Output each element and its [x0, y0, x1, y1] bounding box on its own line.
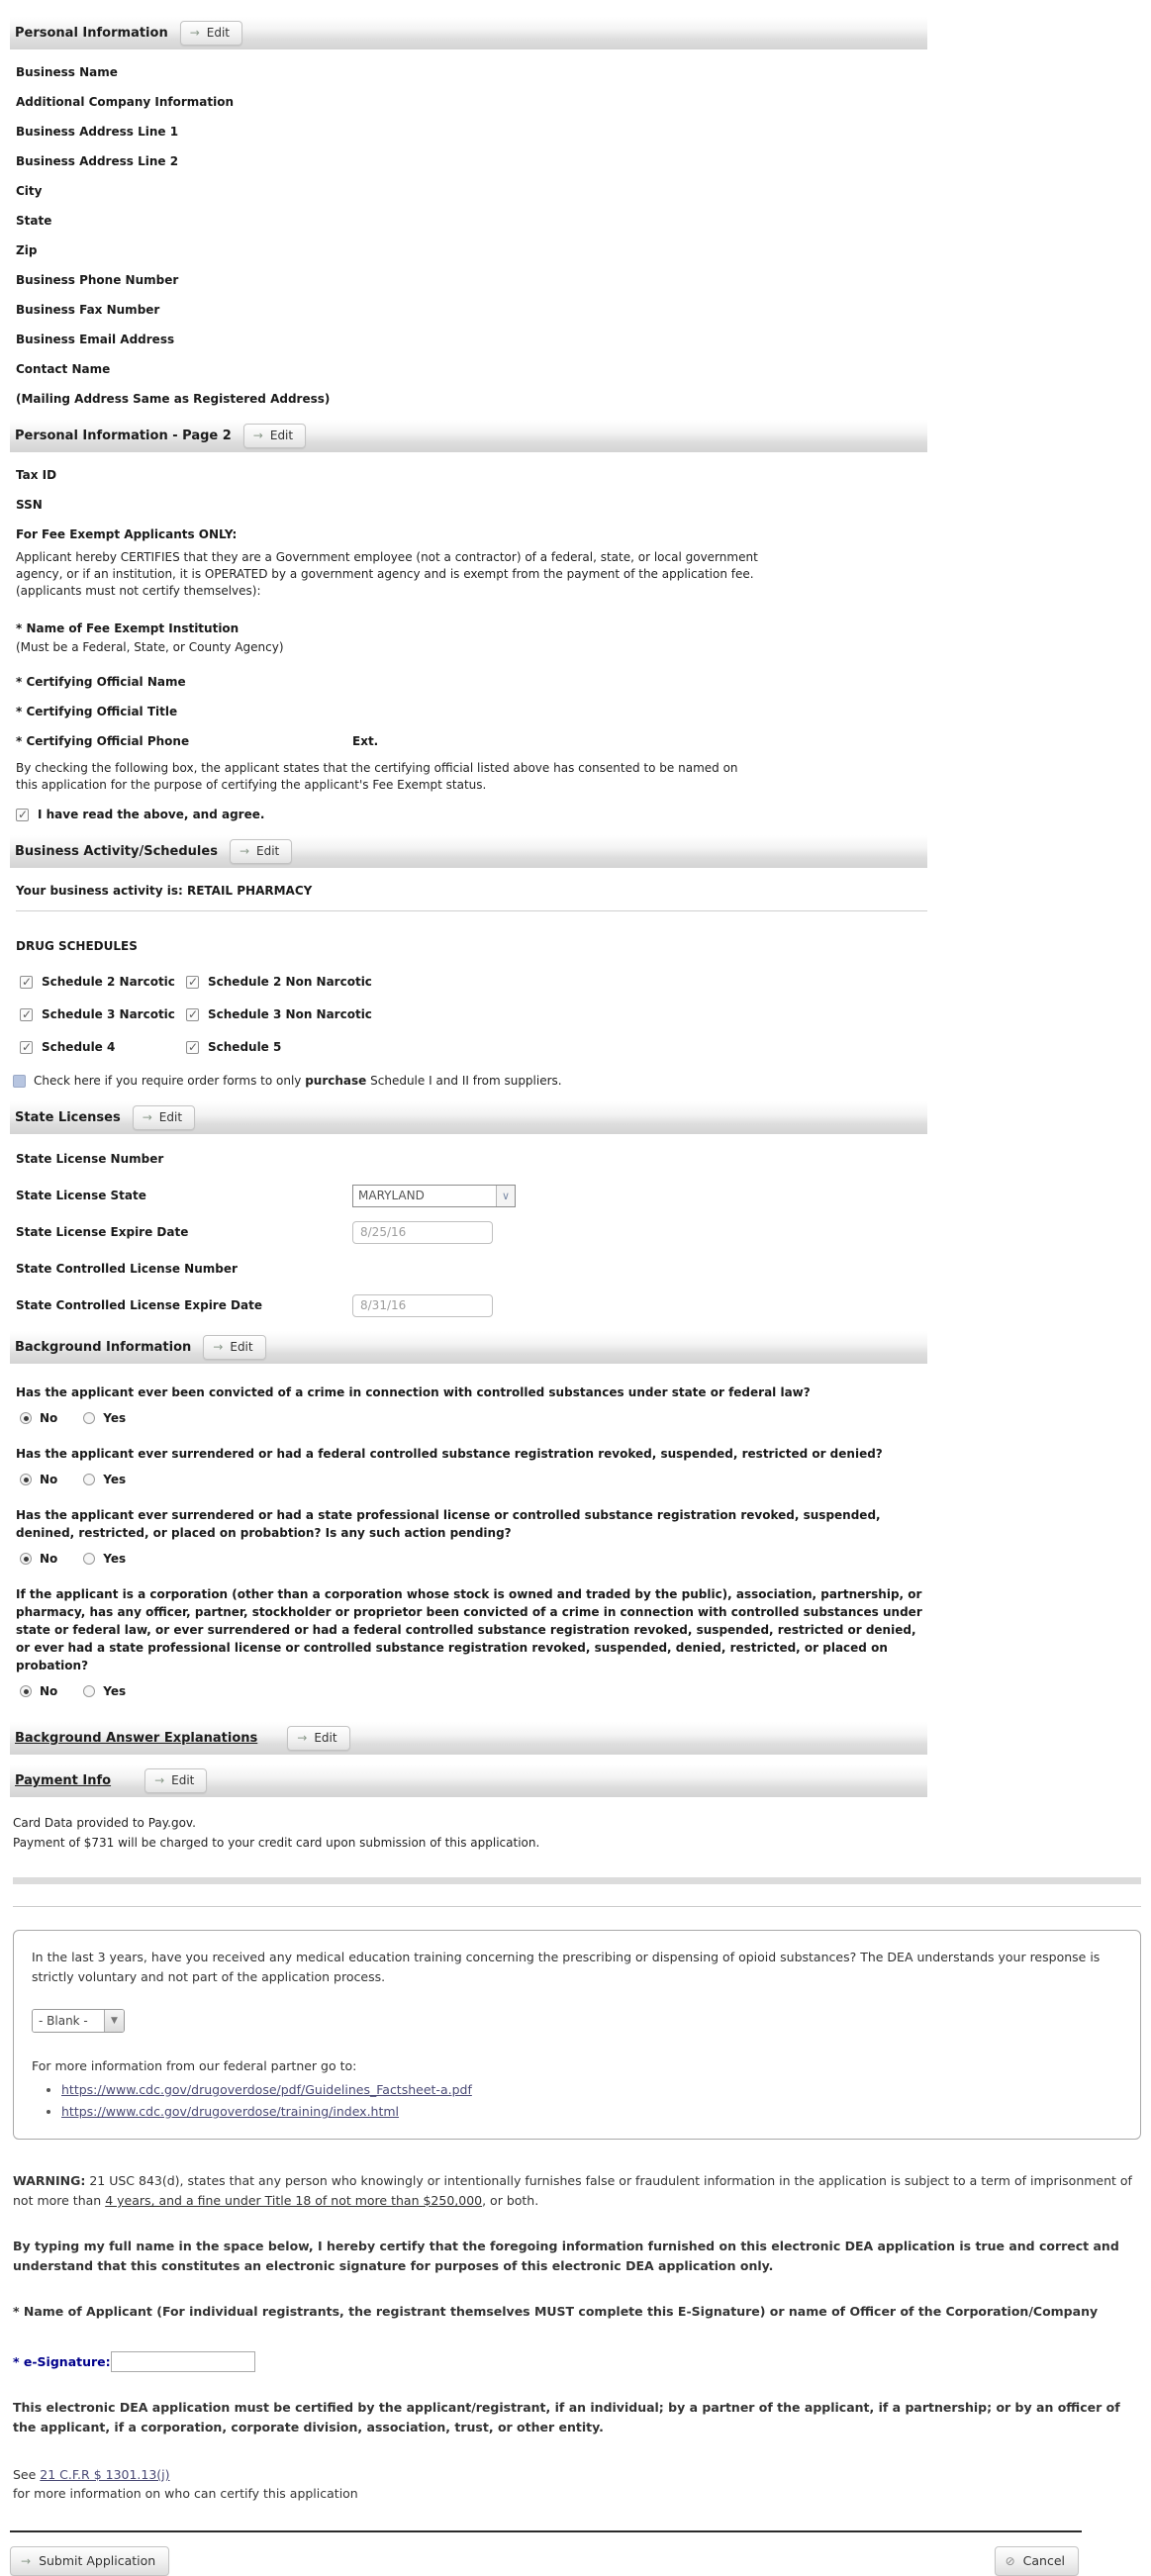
cdc-training-link[interactable]: https://www.cdc.gov/drugoverdose/training/index.html [61, 2104, 400, 2119]
schedule-checkbox-label: Schedule 2 Narcotic [42, 975, 175, 989]
label-fee-exempt-heading: For Fee Exempt Applicants ONLY: [16, 527, 238, 541]
label-certifying-official-name: * Certifying Official Name [16, 675, 186, 689]
question-3-no-radio[interactable] [20, 1553, 32, 1565]
edit-button-label: Edit [206, 26, 231, 40]
state-controlled-number-row [16, 1257, 927, 1281]
section-bar-business-activity [10, 835, 927, 868]
section-title-state-licenses: State Licenses [15, 1110, 121, 1125]
cfr-reference: See 21 C.F.R $ 1301.13(j) for more information on who can certify this application [13, 2467, 358, 2501]
label-business-name: Business Name [16, 65, 118, 79]
edit-arrow-icon: → [189, 26, 200, 40]
background-question-2: Has the applicant ever surrendered or had a federal controlled substance registration revoked, suspended, restricted or denied? [16, 1447, 883, 1461]
no-radio-label: No [40, 1552, 58, 1566]
section-title-business-activity: Business Activity/Schedules [15, 844, 218, 859]
label-certifying-official-phone: * Certifying Official Phone [16, 734, 190, 748]
state-license-state-select[interactable] [352, 1185, 516, 1207]
section-title-background-information: Background Information [15, 1340, 192, 1355]
agree-checkbox[interactable] [16, 809, 29, 821]
cancel-icon: ⊘ [1005, 2553, 1015, 2568]
edit-button-label: Edit [269, 429, 294, 442]
warning-label: WARNING: [13, 2173, 86, 2188]
label-zip: Zip [16, 243, 38, 257]
schedule-3-non-narcotic-checkbox[interactable] [186, 1008, 199, 1021]
edit-button-label: Edit [171, 1773, 195, 1787]
footer-divider-line [10, 2530, 1082, 2532]
label-state-license-expire: State License Expire Date [16, 1225, 189, 1239]
dropdown-arrow-icon[interactable]: ▼ [104, 2010, 124, 2032]
schedule-checkbox-label: Schedule 2 Non Narcotic [208, 975, 372, 989]
esignature-row [13, 2351, 1141, 2372]
personal-information-page2-edit-button[interactable] [243, 424, 306, 448]
schedule-4-checkbox[interactable] [20, 1041, 33, 1054]
section-title-personal-information: Personal Information [15, 26, 168, 41]
yes-radio-label: Yes [103, 1411, 127, 1425]
chevron-down-icon: ∨ [496, 1186, 515, 1206]
survey-answer-dropdown[interactable] [32, 2009, 125, 2033]
edit-arrow-icon: → [239, 844, 250, 858]
edit-arrow-icon: → [297, 1731, 308, 1745]
label-ssn: SSN [16, 498, 43, 512]
question-2-yes-radio[interactable] [83, 1474, 95, 1485]
schedule-2-non-narcotic-checkbox[interactable] [186, 976, 199, 989]
background-question-3: Has the applicant ever surrendered or had a state professional license or controlled substance registration revoked, suspended, denined, restricted, or placed on probabtion? Is any such action pending? [16, 1508, 881, 1540]
yes-radio-label: Yes [103, 1473, 127, 1486]
state-license-state-row [16, 1184, 927, 1207]
purchase-order-forms-label: Check here if you require order forms to only purchase Schedule I and II from suppliers. [34, 1074, 562, 1088]
label-tax-id: Tax ID [16, 468, 57, 482]
question-3-yes-radio[interactable] [83, 1553, 95, 1565]
label-certifying-official-title: * Certifying Official Title [16, 705, 178, 718]
schedule-checkbox-label: Schedule 3 Non Narcotic [208, 1007, 372, 1021]
schedule-3-narcotic-checkbox[interactable] [20, 1008, 33, 1021]
survey-dropdown-value: - Blank - [33, 2010, 104, 2032]
question-1-no-radio[interactable] [20, 1412, 32, 1424]
footer-actions [10, 2546, 1141, 2576]
application-summary-form [10, 17, 927, 1852]
cancel-button-label: Cancel [1022, 2553, 1065, 2568]
drug-schedules-grid [20, 975, 927, 1054]
survey-question: In the last 3 years, have you received any medical education training concerning the prescribing or dispensing of opioid substances? The DEA understands your response is strictly voluntary and not part of the application process. [32, 1950, 1101, 1984]
schedule-2-narcotic-row [20, 975, 186, 989]
section-bar-state-licenses [10, 1101, 927, 1134]
background-question-1-answers [20, 1411, 927, 1425]
submit-arrow-icon: → [21, 2553, 32, 2568]
survey-link-list [61, 2082, 1122, 2119]
payment-info-edit-button[interactable] [144, 1768, 207, 1793]
background-information-edit-button[interactable] [203, 1335, 265, 1360]
state-controlled-expire-input[interactable] [352, 1294, 493, 1317]
label-contact-name: Contact Name [16, 362, 111, 376]
certification-area [13, 1877, 1141, 2503]
esignature-input[interactable] [111, 2351, 255, 2372]
label-business-email: Business Email Address [16, 333, 175, 346]
business-activity-edit-button[interactable] [230, 839, 292, 864]
label-business-fax: Business Fax Number [16, 303, 160, 317]
section-bar-background-answer-explanations [10, 1722, 927, 1755]
cfr-reference-note: for more information on who can certify this application [13, 2486, 358, 2501]
personal-information-edit-button[interactable] [180, 21, 242, 46]
schedule-3-non-narcotic-row [186, 1007, 372, 1021]
label-business-phone: Business Phone Number [16, 273, 179, 287]
section-title-payment-info: Payment Info [15, 1773, 112, 1788]
warning-paragraph: WARNING: 21 USC 843(d), states that any person who knowingly or intentionally furnishes false or fraudulent information in the application is subject to a term of imprisonment of not more than 4 years, and a fine under Title 18 of not more than $250,000, or both. [13, 2173, 1132, 2208]
submit-button-label: Submit Application [39, 2553, 156, 2568]
label-state: State [16, 214, 52, 228]
section-divider-bar [13, 1877, 1141, 1884]
label-state-controlled-number: State Controlled License Number [16, 1262, 238, 1276]
state-license-expire-row [16, 1220, 927, 1244]
cancel-button[interactable] [995, 2546, 1079, 2576]
background-question-4-answers [20, 1684, 927, 1698]
label-state-license-state: State License State [16, 1189, 146, 1202]
schedule-2-narcotic-checkbox[interactable] [20, 976, 33, 989]
list-item [61, 2082, 1122, 2097]
background-question-1: Has the applicant ever been convicted of a crime in connection with controlled substances under state or federal law? [16, 1385, 811, 1399]
section-title-background-answer-explanations: Background Answer Explanations [15, 1731, 258, 1746]
state-licenses-edit-button[interactable] [133, 1105, 195, 1130]
agree-checkbox-label: I have read the above, and agree. [38, 808, 265, 821]
fee-exempt-text: Applicant hereby CERTIFIES that they are a Government employee (not a contractor) of a federal, state, or local government agency, or if an institution, it is OPERATED by a government agency and is exempt from the payment of the application fee. (applicants must not certify themselves): [16, 550, 758, 598]
submit-application-button[interactable] [10, 2546, 169, 2576]
business-activity-value: Your business activity is: RETAIL PHARMACY [16, 884, 927, 911]
purchase-order-forms-row [13, 1074, 927, 1088]
state-license-number-row [16, 1147, 927, 1171]
section-bar-payment-info [10, 1765, 927, 1797]
section-bar-personal-information [10, 17, 927, 49]
esignature-label: * e-Signature: [13, 2354, 111, 2369]
schedule-5-checkbox[interactable] [186, 1041, 199, 1054]
fee-exempt-institution-note: (Must be a Federal, State, or County Agency) [16, 640, 284, 654]
consent-text: By checking the following box, the applicant states that the certifying official listed above has consented to be named on this application for the purpose of certifying the applicant's Fee Exempt status. [16, 761, 738, 792]
cdc-guidelines-link[interactable]: https://www.cdc.gov/drugoverdose/pdf/Guidelines_Factsheet-a.pdf [61, 2082, 472, 2097]
edit-button-label: Edit [158, 1110, 183, 1124]
yes-radio-label: Yes [103, 1684, 127, 1698]
edit-button-label: Edit [256, 844, 280, 858]
edit-arrow-icon: → [252, 429, 263, 442]
label-mailing-address-note: (Mailing Address Same as Registered Address) [16, 392, 331, 406]
edit-arrow-icon: → [213, 1340, 224, 1354]
label-state-license-number: State License Number [16, 1152, 164, 1166]
section-bar-personal-information-page2 [10, 420, 927, 452]
opioid-training-survey-box [13, 1930, 1141, 2140]
state-license-expire-input[interactable] [352, 1221, 493, 1244]
background-answer-explanations-edit-button[interactable] [287, 1726, 349, 1751]
purchase-order-forms-checkbox[interactable] [13, 1075, 26, 1088]
no-radio-label: No [40, 1473, 58, 1486]
question-1-yes-radio[interactable] [83, 1412, 95, 1424]
background-question-3-answers [20, 1552, 927, 1566]
question-4-no-radio[interactable] [20, 1685, 32, 1697]
state-license-state-value: MARYLAND [358, 1189, 425, 1202]
label-business-address-1: Business Address Line 1 [16, 125, 179, 139]
payment-info-line-1: Card Data provided to Pay.gov. [13, 1816, 196, 1830]
background-question-4: If the applicant is a corporation (other than a corporation whose stock is owned and traded by the public), association, partnership, or pharmacy, has any officer, partner, stockholder or proprietor been convicted of a crime in connection with controlled substances under state or federal law, or ever surrendered or had a federal controlled substance registration revoked, suspended, restricted or denied, or ever had a state professional license or controlled substance registration revoked, suspended, denied, restricted, or placed on probation? [16, 1587, 922, 1672]
section-title-personal-information-page2: Personal Information - Page 2 [15, 429, 232, 443]
schedule-checkbox-label: Schedule 3 Narcotic [42, 1007, 175, 1021]
cfr-link[interactable]: 21 C.F.R $ 1301.13(j) [40, 2467, 170, 2482]
schedule-4-row [20, 1040, 186, 1054]
state-controlled-expire-row [16, 1293, 927, 1317]
drug-schedules-heading: DRUG SCHEDULES [16, 939, 138, 953]
list-item [61, 2104, 1122, 2119]
schedule-5-row [186, 1040, 352, 1054]
esignature-certify-paragraph: By typing my full name in the space below, I hereby certify that the foregoing information furnished on this electronic DEA application is true and correct and understand that this constitutes an electronic signature for purposes of this electronic DEA application only. [13, 2239, 1119, 2273]
edit-arrow-icon: → [142, 1110, 152, 1124]
label-additional-company-info: Additional Company Information [16, 95, 235, 109]
name-of-applicant-label: * Name of Applicant (For individual registrants, the registrant themselves MUST complete this E-Signature) or name of Officer of the Corporation/Company [13, 2304, 1099, 2319]
schedule-checkbox-label: Schedule 4 [42, 1040, 116, 1054]
survey-more-info-label: For more information from our federal partner go to: [32, 2058, 357, 2073]
warning-underlined-text: 4 years, and a fine under Title 18 of not more than $250,000 [105, 2193, 483, 2208]
yes-radio-label: Yes [103, 1552, 127, 1566]
certified-by-paragraph: This electronic DEA application must be certified by the applicant/registrant, if an individual; by a partner of the applicant, if a partnership; or by an officer of the applicant, if a corporation, corporate division, association, trust, or other entity. [13, 2400, 1120, 2434]
thin-divider-line [13, 1906, 1141, 1907]
label-city: City [16, 184, 43, 198]
agree-checkbox-row [16, 808, 927, 821]
certifying-phone-row [16, 734, 927, 748]
section-bar-background-information [10, 1331, 927, 1364]
payment-info-line-2: Payment of $731 will be charged to your credit card upon submission of this application. [13, 1836, 540, 1850]
edit-arrow-icon: → [154, 1773, 165, 1787]
label-fee-exempt-institution: * Name of Fee Exempt Institution [16, 621, 240, 635]
edit-button-label: Edit [230, 1340, 253, 1354]
no-radio-label: No [40, 1684, 58, 1698]
label-ext: Ext. [352, 734, 379, 748]
label-state-controlled-expire: State Controlled License Expire Date [16, 1298, 262, 1312]
question-2-no-radio[interactable] [20, 1474, 32, 1485]
schedule-checkbox-label: Schedule 5 [208, 1040, 282, 1054]
label-business-address-2: Business Address Line 2 [16, 154, 179, 168]
question-4-yes-radio[interactable] [83, 1685, 95, 1697]
schedule-2-non-narcotic-row [186, 975, 372, 989]
schedule-3-narcotic-row [20, 1007, 186, 1021]
background-question-2-answers [20, 1473, 927, 1486]
edit-button-label: Edit [314, 1731, 337, 1745]
no-radio-label: No [40, 1411, 58, 1425]
